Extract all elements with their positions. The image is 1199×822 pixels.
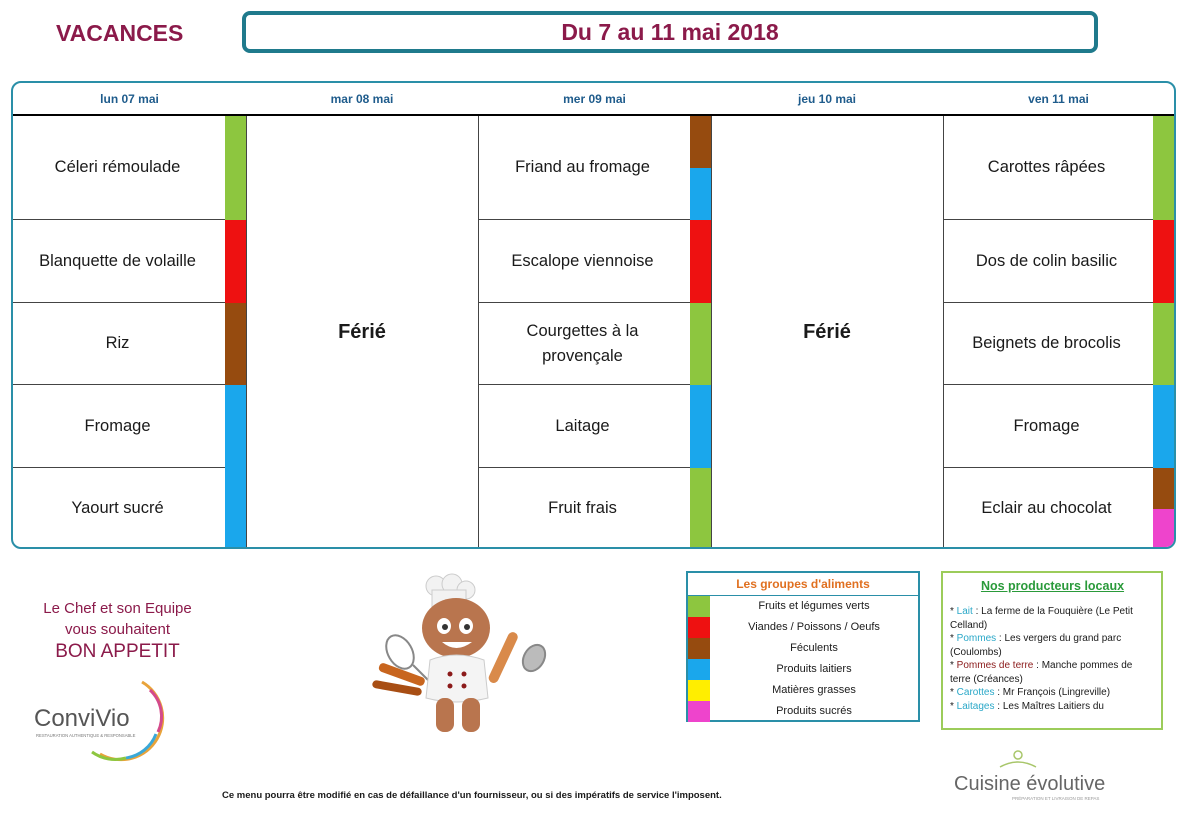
local-producers	[941, 571, 1163, 730]
food-groups-legend	[686, 571, 920, 722]
menu-item-name: Riz	[105, 334, 130, 352]
food-group-color-strip	[1153, 220, 1174, 303]
ferie-label: Férié	[338, 321, 386, 343]
food-group-color-strip	[690, 116, 711, 168]
legend-swatch	[688, 659, 710, 680]
legend-label: Fruits et légumes verts	[758, 600, 870, 612]
legend-item	[688, 701, 918, 722]
producers-title: Nos producteurs locaux	[980, 579, 1125, 593]
legend-label: Féculents	[790, 642, 838, 654]
producer-text: : Mr François (Lingreville)	[994, 687, 1111, 698]
food-group-color-strip	[1153, 385, 1174, 468]
menu-item-name: Fromage	[84, 416, 151, 435]
day-header: lun 07 mai	[100, 92, 159, 106]
period-title: Du 7 au 11 mai 2018	[242, 11, 1098, 53]
producer-text: : Les Maîtres Laitiers du	[994, 700, 1104, 712]
food-group-color-strip	[225, 303, 246, 385]
legend-swatch	[688, 638, 710, 659]
legend-item	[688, 638, 918, 659]
menu-item	[943, 220, 1174, 303]
menu-item-name: Blanquette de volaille	[39, 251, 196, 270]
menu-item	[13, 220, 246, 303]
producer-item: * Pommes : Les vergers du grand parc (Coulombs)	[950, 633, 1122, 658]
producer-text: : La ferme de la Fouquière (Le Petit Celland)	[950, 606, 1133, 631]
day-header: mer 09 mai	[563, 92, 626, 106]
producer-text: : Manche pommes de terre (Créances)	[950, 660, 1133, 685]
food-group-color-strip	[1153, 116, 1174, 220]
menu-item-name: Céleri rémoulade	[54, 158, 181, 176]
producer-item: * Pommes de terre : Manche pommes de terre (Créances)	[950, 660, 1133, 685]
food-group-color-strip	[690, 303, 711, 385]
legend-label: Produits sucrés	[776, 705, 852, 717]
food-group-color-strip	[690, 220, 711, 303]
producer-key: Lait	[956, 606, 973, 617]
menu-item-name: Eclair au chocolat	[981, 499, 1112, 517]
day-header: ven 11 mai	[1028, 92, 1089, 106]
convivio-tagline: RESTAURATION AUTHENTIQUE & RESPONSABLE	[36, 733, 136, 738]
producer-key: Carottes	[956, 687, 995, 698]
day-header: jeu 10 mai	[797, 92, 857, 106]
food-group-color-strip	[225, 468, 246, 549]
food-group-color-strip	[225, 220, 246, 303]
menu-item	[478, 116, 711, 220]
producer-key: Pommes	[956, 633, 997, 644]
greeting	[20, 598, 215, 664]
producer-item: * Laitages : Les Maîtres Laitiers du	[950, 700, 1104, 712]
food-group-color-strip	[1153, 468, 1174, 509]
legend-item	[688, 596, 918, 617]
legend-swatch	[688, 596, 710, 617]
menu-item	[478, 385, 711, 468]
greeting-line2: vous souhaitent	[64, 621, 171, 638]
menu-item-name: Dos de colin basilic	[975, 251, 1118, 270]
legend-item	[688, 617, 918, 638]
menu-item-name: Beignets de brocolis	[972, 334, 1121, 352]
cuisine-evolutive-logo	[950, 745, 1130, 807]
menu-item-name: Escalope viennoise	[511, 251, 654, 270]
cuisine-tagline: PRÉPARATION ET LIVRAISON DE REPAS	[1012, 796, 1100, 801]
legend-label: Matières grasses	[772, 684, 856, 696]
menu-item-name: Carottes râpées	[987, 158, 1106, 176]
menu-table	[11, 81, 1176, 549]
menu-item	[13, 385, 246, 468]
menu-item	[13, 303, 246, 385]
disclaimer: Ce menu pourra être modifié en cas de défaillance d'un fournisseur, ou si des impératifs de service l'imposent.	[222, 790, 722, 801]
legend-label: Produits laitiers	[776, 663, 852, 675]
menu-item	[943, 116, 1174, 220]
menu-item-name: Yaourt sucré	[71, 499, 164, 517]
legend-swatch	[688, 680, 710, 701]
legend-item	[688, 659, 918, 680]
menu-item	[943, 468, 1174, 549]
cuisine-name: Cuisine évolutive	[954, 773, 1106, 795]
bon-appetit: BON APPETIT	[55, 641, 180, 662]
food-group-color-strip	[1153, 303, 1174, 385]
menu-item-name: Laitage	[555, 416, 610, 435]
menu-item	[13, 116, 246, 220]
vacances-label: VACANCES	[56, 20, 184, 46]
menu-item-name: Fruit frais	[548, 499, 617, 517]
legend-swatch	[688, 617, 710, 638]
legend-item	[688, 680, 918, 701]
convivio-logo	[30, 672, 190, 764]
chef-mascot	[358, 570, 558, 745]
menu-item	[478, 468, 711, 549]
ferie-label: Férié	[803, 321, 851, 343]
greeting-line1: Le Chef et son Equipe	[43, 600, 192, 617]
menu-item-name: Fromage	[1013, 416, 1080, 435]
food-group-color-strip	[690, 168, 711, 220]
menu-item	[13, 468, 246, 549]
food-group-color-strip	[225, 116, 246, 220]
day-header: mar 08 mai	[330, 92, 394, 106]
producer-key: Laitages	[956, 700, 995, 712]
food-group-color-strip	[690, 385, 711, 468]
convivio-name: ConviVio	[34, 705, 130, 732]
menu-item-name: Courgettes à la provençale	[526, 321, 639, 365]
producer-item: * Lait : La ferme de la Fouquière (Le Petit Celland)	[950, 606, 1133, 631]
legend-title: Les groupes d'aliments	[688, 573, 918, 596]
legend-label: Viandes / Poissons / Oeufs	[748, 621, 880, 633]
producer-key: Pommes de terre	[956, 660, 1034, 671]
producer-text: : Les vergers du grand parc (Coulombs)	[950, 633, 1122, 658]
menu-item	[478, 303, 711, 385]
menu-item	[943, 385, 1174, 468]
menu-item	[943, 303, 1174, 385]
food-group-color-strip	[1153, 509, 1174, 550]
menu-item	[478, 220, 711, 303]
menu-item-name: Friand au fromage	[515, 158, 650, 176]
food-group-color-strip	[225, 385, 246, 468]
food-group-color-strip	[690, 468, 711, 549]
legend-swatch	[688, 701, 710, 722]
producer-item: * Carottes : Mr François (Lingreville)	[950, 687, 1111, 698]
